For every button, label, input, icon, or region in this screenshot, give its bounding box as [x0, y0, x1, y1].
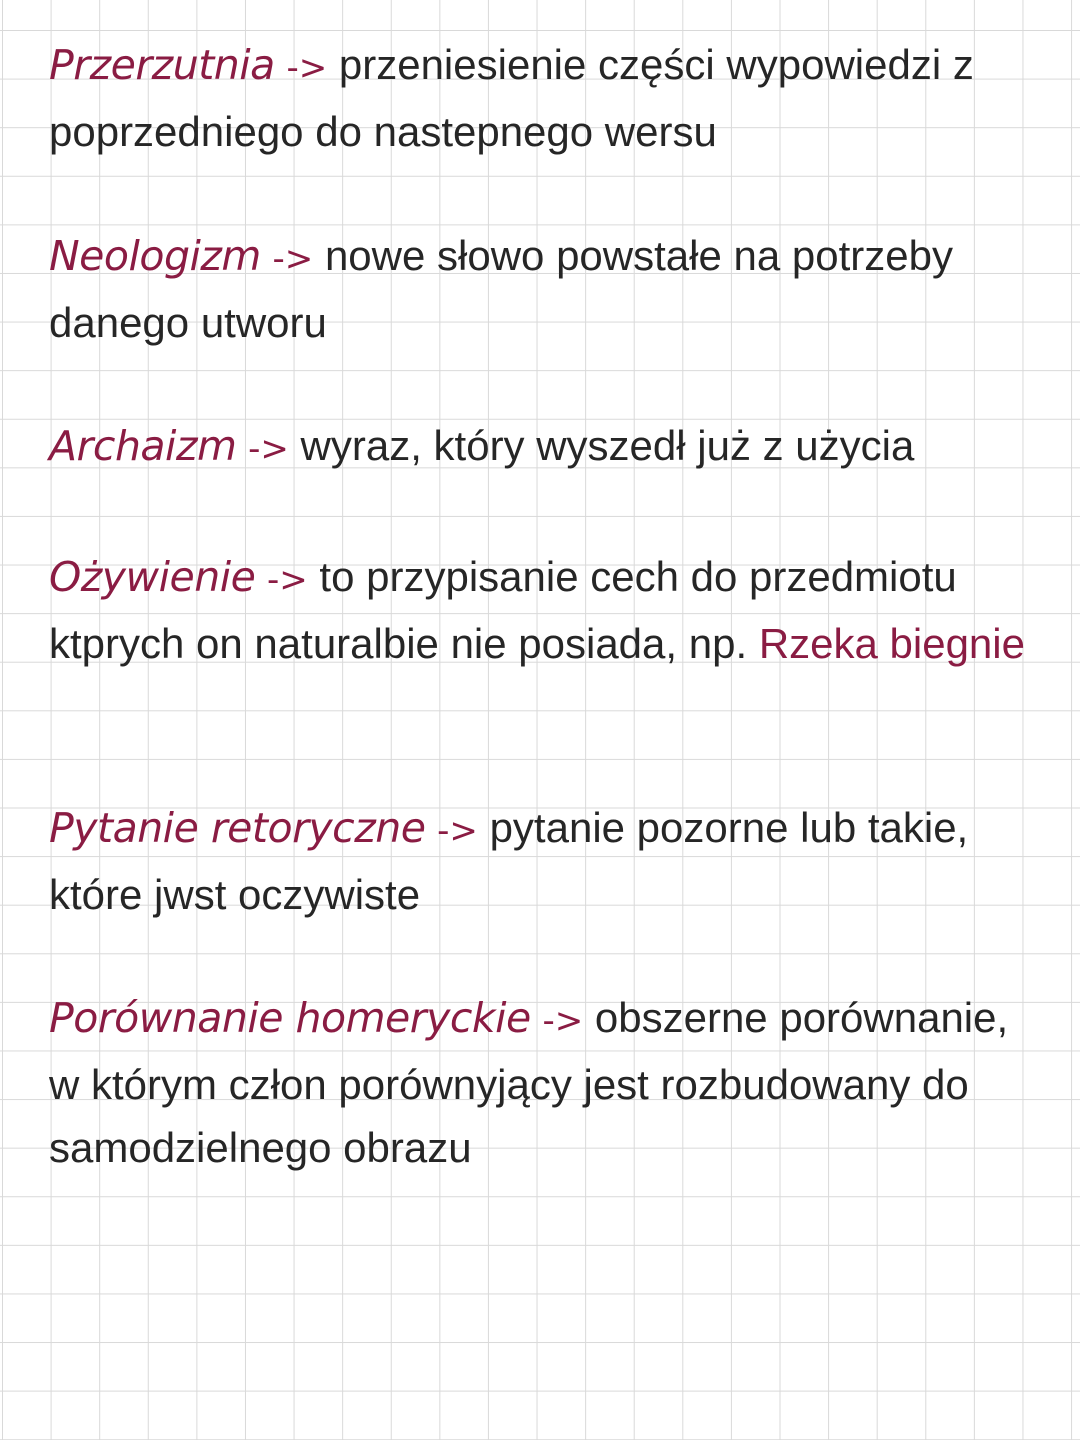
- arrow-icon: ->: [248, 429, 289, 469]
- definition-text: pytanie pozorne lub takie, które jwst oczywiste: [49, 804, 969, 918]
- example-text: Rzeka biegnie: [758, 620, 1025, 667]
- definition-text: przeniesienie części wypowiedzi z poprzedniego do nastepnego wersu: [49, 41, 974, 155]
- arrow-icon: ->: [437, 811, 478, 851]
- definition-entry-neologizm: [49, 224, 1049, 354]
- definition-entry-ozywienie: [49, 545, 1049, 675]
- arrow-icon: ->: [542, 1001, 584, 1041]
- arrow-icon: ->: [286, 48, 328, 88]
- definition-text: nowe słowo powstałe na potrzeby danego utworu: [49, 232, 953, 346]
- term-ozywienie: Ożywienie: [49, 553, 256, 601]
- definition-text: to przypisanie cech do przedmiotu ktprych on naturalbie nie posiada, np.: [49, 553, 957, 667]
- definition-entry-porownanie-homeryckie: [49, 986, 1049, 1179]
- term-przerzutnia: Przerzutnia: [49, 41, 275, 89]
- definition-entry-pytanie-retoryczne: [49, 796, 1049, 926]
- term-porownanie-homeryckie: Porównanie homeryckie: [49, 994, 531, 1042]
- definition-entry-archaizm: [49, 414, 1049, 481]
- term-pytanie-retoryczne: Pytanie retoryczne: [49, 804, 426, 852]
- definition-text: wyraz, który wyszedł już z użycia: [300, 422, 915, 469]
- arrow-icon: ->: [266, 560, 308, 600]
- definition-text: obszerne porównanie, w którym człon porównyjący jest rozbudowany do samodzielnego obrazu: [49, 994, 1009, 1171]
- arrow-icon: ->: [272, 239, 314, 279]
- term-neologizm: Neologizm: [49, 232, 261, 280]
- definition-entry-przerzutnia: [49, 33, 1049, 163]
- term-archaizm: Archaizm: [49, 422, 237, 470]
